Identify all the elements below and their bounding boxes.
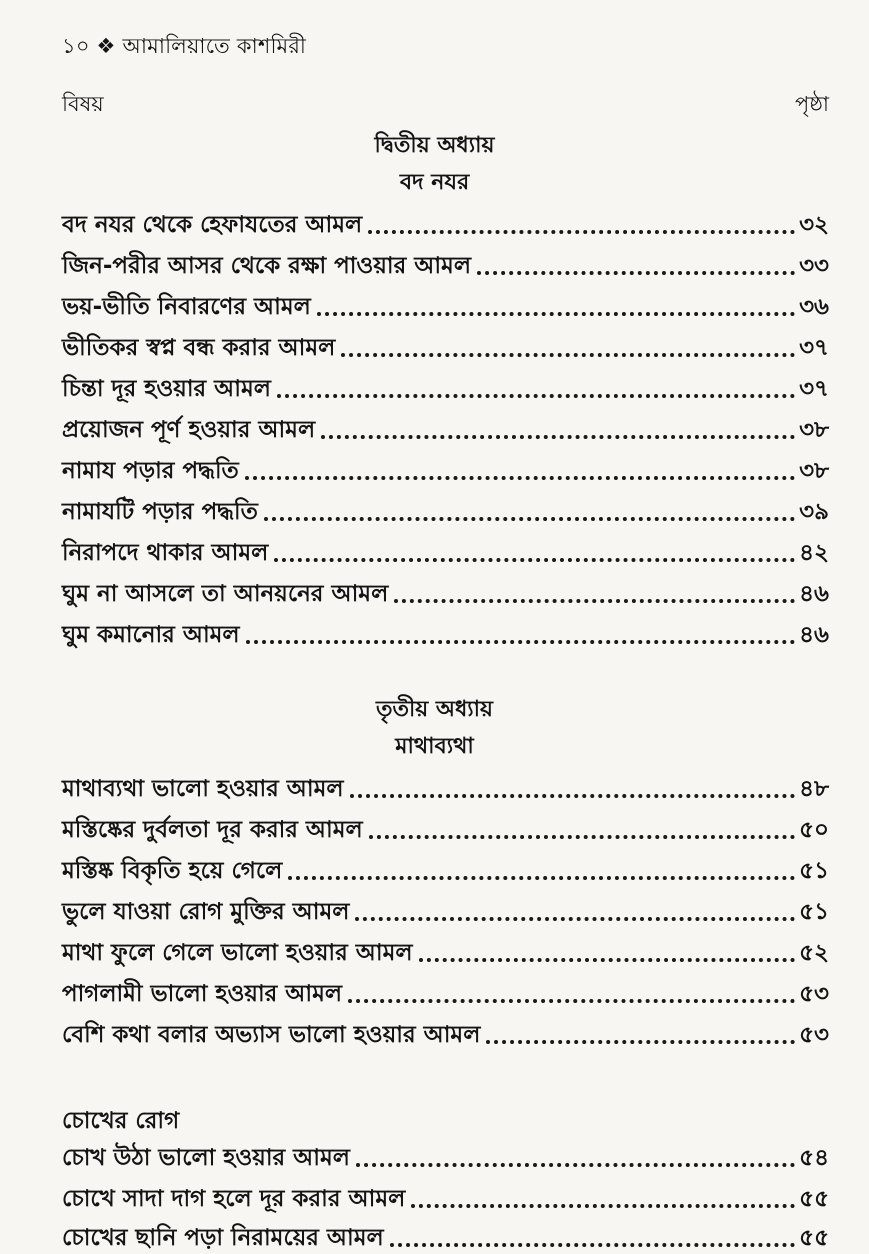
entry-title: চিন্তা দূর হওয়ার আমল — [62, 376, 271, 402]
entry-title: পাগলামী ভালো হওয়ার আমল — [62, 981, 343, 1007]
entry-page: ৪২ — [799, 540, 829, 566]
entry-title: ঘুম কমানোর আমল — [62, 622, 240, 648]
entry-page: ৪৬ — [799, 581, 829, 607]
topic-column-header: বিষয় — [62, 92, 104, 116]
dot-leader — [390, 1243, 796, 1247]
entry-page: ৫৫ — [799, 1186, 829, 1212]
dot-leader — [341, 353, 795, 357]
entry-title: প্রয়োজন পূর্ণ হওয়ার আমল — [62, 417, 316, 443]
toc-entry[interactable] — [62, 927, 829, 965]
dot-leader — [486, 1040, 795, 1044]
dot-leader — [246, 640, 796, 644]
toc-entry[interactable] — [62, 199, 829, 237]
entry-title: চোখে সাদা দাগ হলে দূর করার আমল — [62, 1186, 406, 1212]
entry-title: ভয়-ভীতি নিবারণের আমল — [62, 294, 311, 320]
dot-leader — [419, 958, 796, 962]
entry-title: মস্তিষ্ক বিকৃতি হয়ে গেলে — [62, 858, 283, 884]
entry-page: ৫১ — [799, 899, 829, 925]
entry-page: ৩৬ — [799, 294, 829, 320]
entry-title: ভুলে যাওয়া রোগ মুক্তির আমল — [62, 899, 350, 925]
entry-page: ৫২ — [799, 940, 829, 966]
entry-title: জিন-পরীর আসর থেকে রক্ষা পাওয়ার আমল — [62, 253, 471, 279]
entry-page: ৩৭ — [799, 376, 829, 402]
entry-page: ৩৭ — [799, 335, 829, 361]
running-head: ১০ ❖ আমালিয়াতে কাশমিরী — [62, 34, 307, 58]
entry-title: নিরাপদে থাকার আমল — [62, 540, 269, 566]
toc-entry[interactable] — [62, 845, 829, 883]
entry-title: ভীতিকর স্বপ্ন বন্ধ করার আমল — [62, 335, 336, 361]
dot-leader — [355, 917, 795, 921]
toc-entry[interactable] — [62, 886, 829, 924]
entry-title: নামায পড়ার পদ্ধতি — [62, 458, 239, 484]
dot-leader — [350, 794, 796, 798]
dot-leader — [288, 876, 795, 880]
dot-leader — [477, 271, 795, 275]
entry-page: ৫৩ — [799, 1022, 829, 1048]
entry-title: ঘুম না আসলে তা আনয়নের আমল — [62, 581, 389, 607]
entry-page: ৫৪ — [799, 1145, 829, 1171]
entry-title: বদ নযর থেকে হেফাযতের আমল — [62, 212, 363, 238]
entry-page: ৫৩ — [799, 981, 829, 1007]
dot-leader — [277, 394, 795, 398]
entry-title: নামাযটি পড়ার পদ্ধতি — [62, 499, 258, 525]
toc-entry[interactable] — [62, 804, 829, 842]
toc-entry[interactable] — [62, 609, 829, 647]
toc-entry[interactable] — [62, 968, 829, 1006]
dot-leader — [348, 999, 795, 1003]
chapter-2-title: দ্বিতীয় অধ্যায় — [374, 133, 495, 158]
dot-leader — [356, 1163, 795, 1167]
entry-page: ৪৬ — [799, 622, 829, 648]
entry-page: ৫১ — [799, 858, 829, 884]
entry-title: মস্তিষ্কের দুর্বলতা দূর করার আমল — [62, 817, 363, 843]
dot-leader — [317, 312, 795, 316]
toc-entry[interactable] — [62, 1212, 829, 1250]
entry-title: মাথাব্যথা ভালো হওয়ার আমল — [62, 776, 344, 802]
toc-entry[interactable] — [62, 1173, 829, 1211]
chapter-3-subtitle: মাথাব্যথা — [395, 734, 474, 759]
chapter-2-subtitle: বদ নযর — [399, 170, 470, 195]
entry-title: চোখের ছানি পড়া নিরাময়ের আমল — [62, 1225, 384, 1251]
entry-page: ৪৮ — [799, 776, 829, 802]
dot-leader — [394, 599, 795, 603]
dot-leader — [369, 835, 795, 839]
toc-entry[interactable] — [62, 486, 829, 524]
dot-leader — [274, 558, 795, 562]
dot-leader — [411, 1204, 795, 1208]
toc-entry[interactable] — [62, 404, 829, 442]
dot-leader — [264, 517, 795, 521]
toc-entry[interactable] — [62, 763, 829, 801]
entry-page: ৩৯ — [799, 499, 829, 525]
entry-page: ৫০ — [799, 817, 829, 843]
toc-entry[interactable] — [62, 240, 829, 278]
page-column-header: পৃষ্ঠা — [794, 92, 829, 116]
dot-leader — [245, 476, 795, 480]
toc-entry[interactable] — [62, 1132, 829, 1170]
entry-page: ৩৮ — [799, 417, 829, 443]
dot-leader — [368, 230, 795, 234]
toc-entry[interactable] — [62, 363, 829, 401]
eye-section-title: চোখের রোগ — [62, 1108, 180, 1134]
entry-page: ৫৫ — [799, 1225, 829, 1251]
toc-entry[interactable] — [62, 527, 829, 565]
entry-page: ৩৮ — [799, 458, 829, 484]
entry-title: মাথা ফুলে গেলে ভালো হওয়ার আমল — [62, 940, 413, 966]
toc-entry[interactable] — [62, 445, 829, 483]
entry-page: ৩২ — [799, 212, 829, 238]
dot-leader — [321, 435, 795, 439]
chapter-3-title: তৃতীয় অধ্যায় — [375, 697, 494, 722]
toc-entry[interactable] — [62, 568, 829, 606]
toc-entry[interactable] — [62, 1009, 829, 1047]
entry-page: ৩৩ — [799, 253, 829, 279]
entry-title: চোখ উঠা ভালো হওয়ার আমল — [62, 1145, 350, 1171]
toc-entry[interactable] — [62, 281, 829, 319]
entry-title: বেশি কথা বলার অভ্যাস ভালো হওয়ার আমল — [62, 1022, 481, 1048]
toc-entry[interactable] — [62, 322, 829, 360]
